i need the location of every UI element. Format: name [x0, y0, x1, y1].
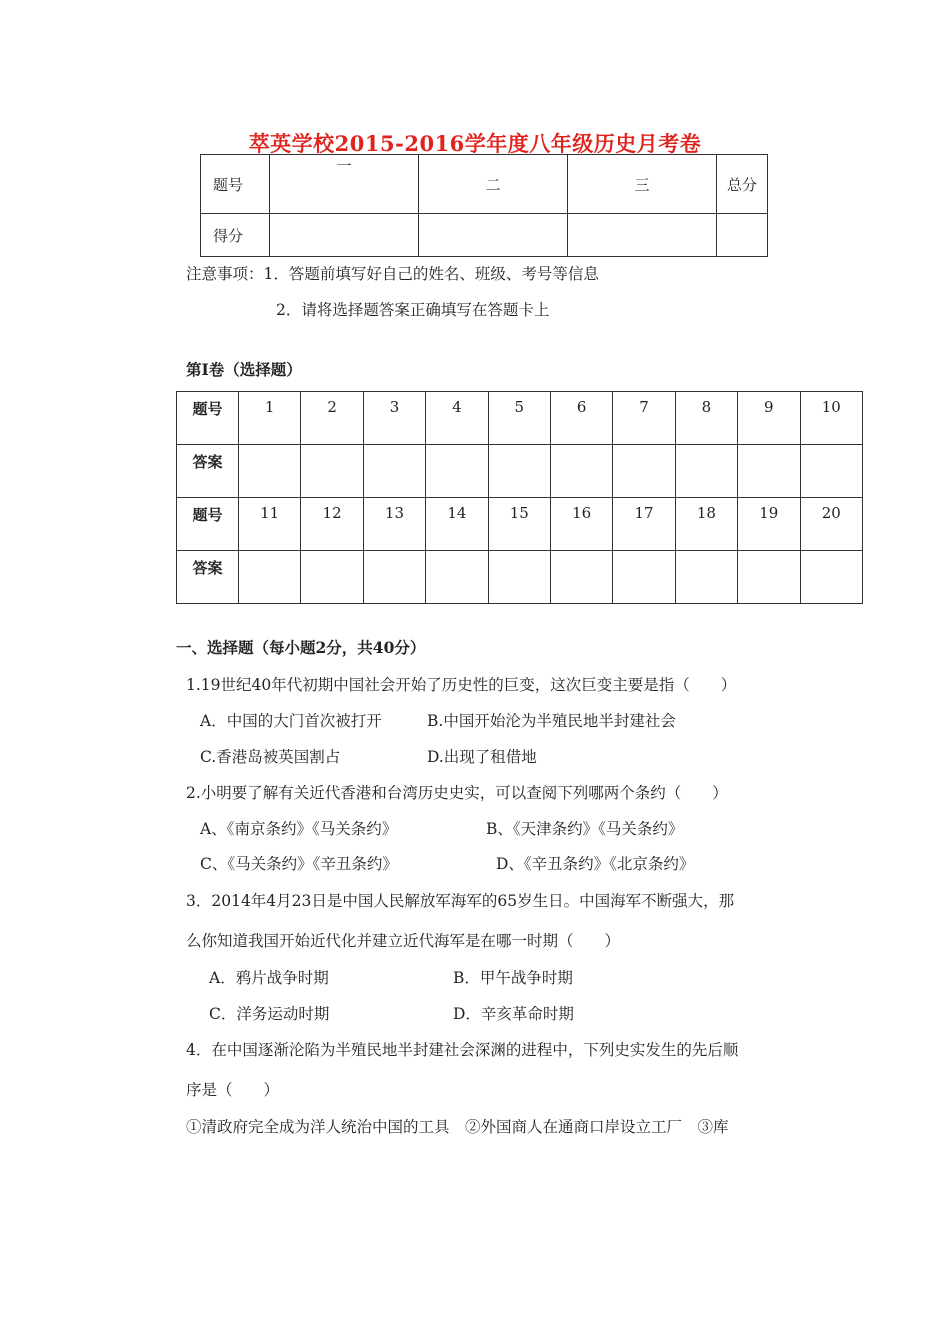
question-2-stem: 2.小明要了解有关近代香港和台湾历史史实，可以查阅下列哪两个条约（ ） — [186, 784, 728, 802]
answer-cell[interactable] — [426, 551, 488, 604]
question-2-option-a: A、《南京条约》《马关条约》 — [200, 820, 398, 838]
score-cell-total[interactable] — [717, 214, 768, 257]
answer-num-cell: 11 — [239, 498, 301, 551]
answer-cell[interactable] — [363, 551, 425, 604]
question-2-option-b: B、《天津条约》《马关条约》 — [486, 820, 684, 838]
answer-cell[interactable] — [738, 551, 800, 604]
answer-cell[interactable] — [800, 445, 862, 498]
answer-number-row-1 — [177, 392, 863, 445]
answer-num-cell: 12 — [301, 498, 363, 551]
question-3-option-d: D．辛亥革命时期 — [453, 1005, 574, 1023]
answer-cell[interactable] — [613, 445, 675, 498]
answer-num-cell: 16 — [550, 498, 612, 551]
score-col-total: 总分 — [717, 155, 768, 214]
score-row-label: 得分 — [201, 214, 270, 257]
score-col-1: 一 — [270, 155, 419, 214]
answer-cell[interactable] — [675, 551, 737, 604]
answer-num-cell: 18 — [675, 498, 737, 551]
answer-num-cell: 7 — [613, 392, 675, 445]
answer-num-cell: 2 — [301, 392, 363, 445]
answer-row-2 — [177, 551, 863, 604]
question-1-stem: 1.19世纪40年代初期中国社会开始了历史性的巨变，这次巨变主要是指（ ） — [186, 676, 737, 694]
score-table — [200, 154, 768, 257]
answer-num-cell: 9 — [738, 392, 800, 445]
answer-label: 答案 — [177, 551, 239, 604]
question-3-stem-line-1: 3．2014年4月23日是中国人民解放军海军的65岁生日。中国海军不断强大，那 — [186, 892, 735, 910]
score-header-label: 题号 — [201, 155, 270, 214]
answer-num-cell: 20 — [800, 498, 862, 551]
score-cell-3[interactable] — [568, 214, 717, 257]
score-header-row — [201, 155, 768, 214]
question-3-option-b: B．甲午战争时期 — [453, 969, 573, 987]
question-2-option-d: D、《辛丑条约》《北京条约》 — [496, 855, 695, 873]
answer-cell[interactable] — [488, 551, 550, 604]
answer-cell[interactable] — [363, 445, 425, 498]
answer-num-cell: 5 — [488, 392, 550, 445]
notice-line-2: 2．请将选择题答案正确填写在答题卡上 — [276, 301, 550, 319]
answer-label: 答案 — [177, 445, 239, 498]
answer-num-cell: 6 — [550, 392, 612, 445]
answer-cell[interactable] — [800, 551, 862, 604]
answer-cell[interactable] — [239, 445, 301, 498]
part-heading: 一、选择题（每小题2分，共40分） — [176, 638, 426, 657]
answer-cell[interactable] — [301, 551, 363, 604]
question-3-option-a: A．鸦片战争时期 — [209, 969, 329, 987]
answer-num-cell: 10 — [800, 392, 862, 445]
answer-cell[interactable] — [239, 551, 301, 604]
question-2-option-c: C、《马关条约》《辛丑条约》 — [200, 855, 398, 873]
section-title: 第I卷（选择题） — [186, 360, 302, 379]
question-4-stem-line-1: 4．在中国逐渐沦陷为半殖民地半封建社会深渊的进程中，下列史实发生的先后顺 — [186, 1041, 739, 1059]
page-title: 萃英学校2015-2016学年度八年级历史月考卷 — [248, 131, 702, 156]
answer-cell[interactable] — [550, 551, 612, 604]
answer-cell[interactable] — [426, 445, 488, 498]
answer-cell[interactable] — [613, 551, 675, 604]
question-1-option-c: C.香港岛被英国割占 — [200, 748, 341, 766]
answer-row-1 — [177, 445, 863, 498]
answer-table — [176, 391, 863, 604]
answer-num-cell: 14 — [426, 498, 488, 551]
answer-cell[interactable] — [301, 445, 363, 498]
score-col-3: 三 — [568, 155, 717, 214]
answer-num-cell: 4 — [426, 392, 488, 445]
answer-num-cell: 19 — [738, 498, 800, 551]
answer-cell[interactable] — [550, 445, 612, 498]
question-4-items: ①清政府完全成为洋人统治中国的工具 ②外国商人在通商口岸设立工厂 ③库 — [186, 1118, 729, 1136]
score-col-2: 二 — [419, 155, 568, 214]
question-1-option-b: B.中国开始沦为半殖民地半封建社会 — [427, 712, 676, 730]
answer-num-cell: 3 — [363, 392, 425, 445]
score-cell-2[interactable] — [419, 214, 568, 257]
score-cell-1[interactable] — [270, 214, 419, 257]
answer-num-label: 题号 — [177, 498, 239, 551]
answer-cell[interactable] — [738, 445, 800, 498]
notice-line-1: 注意事项：1．答题前填写好自己的姓名、班级、考号等信息 — [186, 265, 599, 283]
score-value-row — [201, 214, 768, 257]
question-3-option-c: C．洋务运动时期 — [209, 1005, 330, 1023]
answer-num-cell: 1 — [239, 392, 301, 445]
question-1-option-a: A．中国的大门首次被打开 — [200, 712, 382, 730]
answer-num-cell: 17 — [613, 498, 675, 551]
question-3-stem-line-2: 么你知道我国开始近代化并建立近代海军是在哪一时期（ ） — [186, 932, 621, 950]
answer-num-cell: 13 — [363, 498, 425, 551]
question-4-stem-line-2: 序是（ ） — [186, 1081, 280, 1099]
answer-cell[interactable] — [488, 445, 550, 498]
answer-num-label: 题号 — [177, 392, 239, 445]
answer-num-cell: 8 — [675, 392, 737, 445]
question-1-option-d: D.出现了租借地 — [427, 748, 537, 766]
answer-num-cell: 15 — [488, 498, 550, 551]
answer-cell[interactable] — [675, 445, 737, 498]
answer-number-row-2 — [177, 498, 863, 551]
